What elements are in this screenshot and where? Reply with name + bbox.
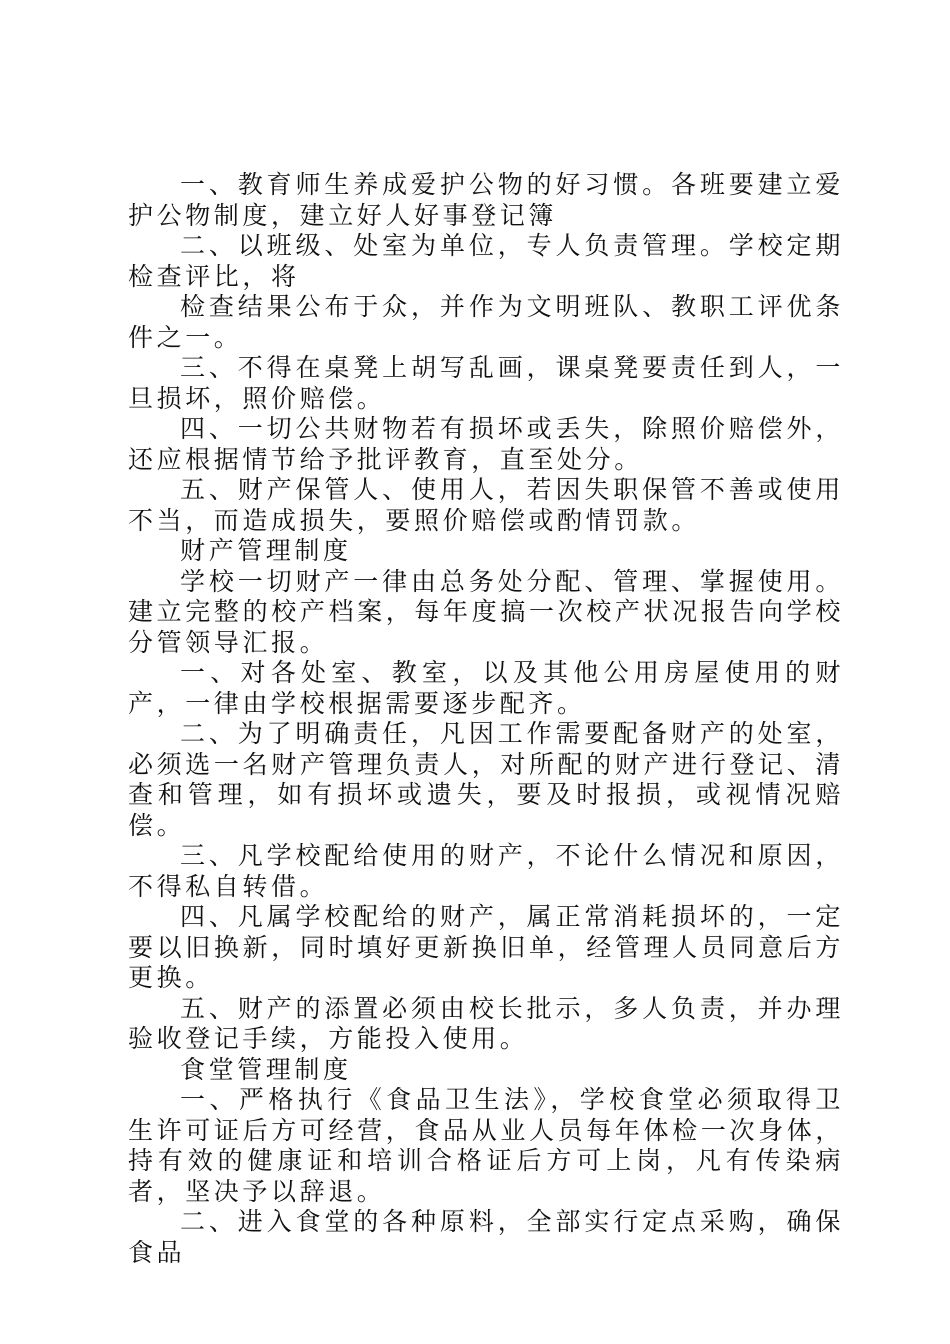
paragraph-11: 三、凡学校配给使用的财产，不论什么情况和原因，不得私自转借。 bbox=[128, 841, 844, 901]
paragraph-16: 二、进入食堂的各种原料，全部实行定点采购，确保食品 bbox=[128, 1207, 844, 1267]
paragraph-10: 二、为了明确责任，凡因工作需要配备财产的处室，必须选一名财产管理负责人，对所配的财产进行登记、清查和管理，如有损坏或遗失，要及时报损，或视情况赔偿。 bbox=[128, 719, 844, 840]
paragraph-3: 检查结果公布于众，并作为文明班队、教职工评优条件之一。 bbox=[128, 292, 844, 352]
paragraph-1: 一、教育师生养成爱护公物的好习惯。各班要建立爱护公物制度，建立好人好事登记簿 bbox=[128, 170, 844, 230]
paragraph-4: 三、不得在桌凳上胡写乱画，课桌凳要责任到人，一旦损坏，照价赔偿。 bbox=[128, 353, 844, 413]
paragraph-12: 四、凡属学校配给的财产，属正常消耗损坏的，一定要以旧换新，同时填好更新换旧单，经管理人员同意后方更换。 bbox=[128, 902, 844, 992]
document-body bbox=[128, 170, 844, 1268]
paragraph-13: 五、财产的添置必须由校长批示，多人负责，并办理验收登记手续，方能投入使用。 bbox=[128, 993, 844, 1053]
paragraph-8: 学校一切财产一律由总务处分配、管理、掌握使用。建立完整的校产档案，每年度搞一次校产状况报告向学校分管领导汇报。 bbox=[128, 566, 844, 657]
paragraph-9: 一、对各处室、教室，以及其他公用房屋使用的财产，一律由学校根据需要逐步配齐。 bbox=[128, 658, 844, 718]
paragraph-2: 二、以班级、处室为单位，专人负责管理。学校定期检查评比，将 bbox=[128, 231, 844, 291]
paragraph-15: 一、严格执行《食品卫生法》，学校食堂必须取得卫生许可证后方可经营，食品从业人员每年体检一次身体，持有效的健康证和培训合格证后方可上岗，凡有传染病者，坚决予以辞退。 bbox=[128, 1085, 844, 1206]
section-heading-canteen: 食堂管理制度 bbox=[180, 1054, 352, 1084]
paragraph-6: 五、财产保管人、使用人，若因失职保管不善或使用不当，而造成损失，要照价赔偿或酌情罚款。 bbox=[128, 475, 844, 535]
section-heading-property: 财产管理制度 bbox=[180, 536, 352, 565]
paragraph-5: 四、一切公共财物若有损坏或丢失，除照价赔偿外，还应根据情节给予批评教育，直至处分。 bbox=[128, 414, 844, 474]
